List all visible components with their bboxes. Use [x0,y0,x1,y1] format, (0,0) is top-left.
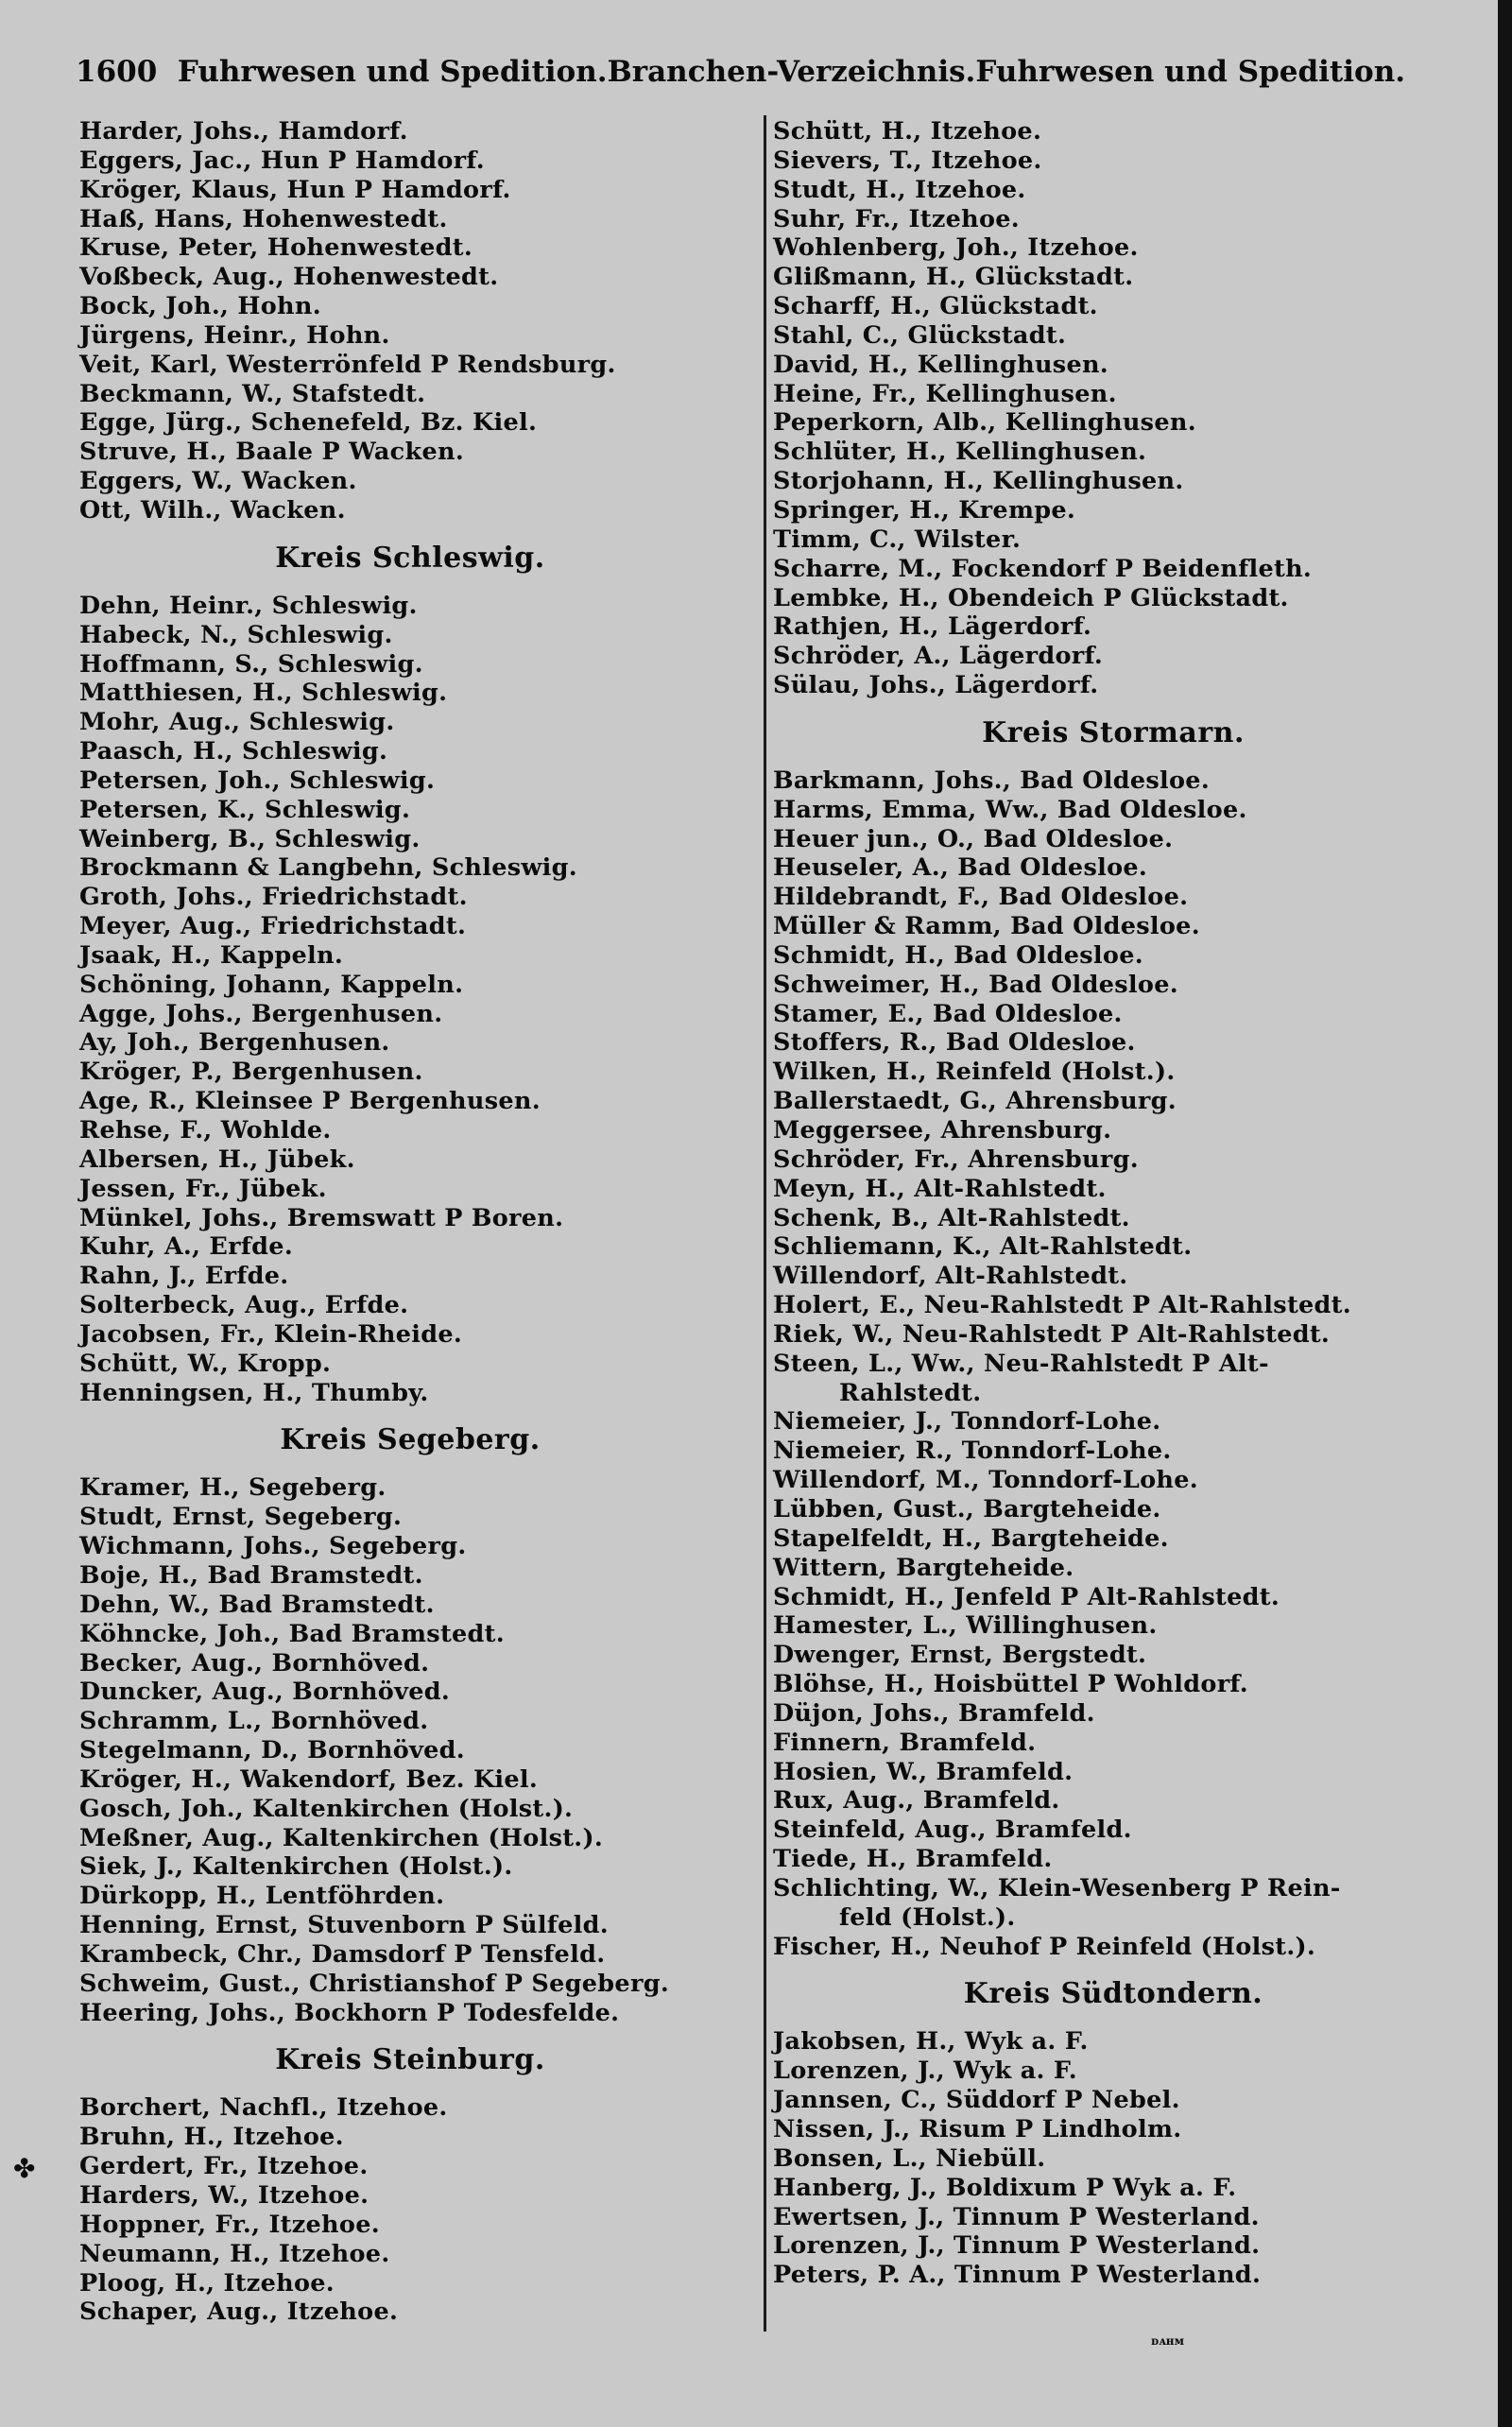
directory-entry: Stoffers, R., Bad Oldesloe. [773,1028,1136,1058]
directory-entry: Wilken, H., Reinfeld (Holst.). [773,1058,1176,1087]
directory-entry: Agge, Johs., Bergenhusen. [79,999,443,1028]
directory-entry: Fischer, H., Neuhof P Reinfeld (Holst.). [773,1932,1316,1961]
directory-entry: Münkel, Johs., Bremswatt P Boren. [79,1203,564,1232]
directory-entry: Veit, Karl, Westerrönfeld P Rendsburg. [79,350,616,379]
directory-entry: Gosch, Joh., Kaltenkirchen (Holst.). [79,1794,574,1823]
directory-entry: Lorenzen, J., Wyk a. F. [773,2057,1077,2086]
directory-entry: Stahl, C., Glückstadt. [773,320,1067,350]
directory-entry: Niemeier, R., Tonndorf-Lohe. [773,1437,1172,1466]
section-title: Kreis Steinburg. [275,2043,545,2077]
directory-entry: Schaper, Aug., Itzehoe. [79,2298,399,2327]
right-column [773,117,1453,2290]
directory-entry: Paasch, H., Schleswig. [79,737,388,766]
directory-entry: Steinfeld, Aug., Bramfeld. [773,1816,1132,1845]
directory-entry: Kröger, P., Bergenhusen. [79,1058,423,1087]
page-edge-shadow [1498,0,1512,2427]
directory-entry: Rehse, F., Wohlde. [79,1116,332,1145]
directory-entry: Jakobsen, H., Wyk a. F. [773,2027,1089,2057]
directory-entry: Borchert, Nachfl., Itzehoe. [79,2093,448,2123]
directory-entry: Kröger, Klaus, Hun P Hamdorf. [79,175,511,204]
directory-entry: Schöning, Johann, Kappeln. [79,970,464,999]
directory-entry: David, H., Kellinghusen. [773,350,1108,379]
directory-entry: Henning, Ernst, Stuvenborn P Sülfeld. [79,1911,609,1940]
directory-entry: Hildebrandt, F., Bad Oldesloe. [773,883,1189,912]
directory-entry: Schenk, B., Alt-Rahlstedt. [773,1203,1130,1232]
directory-entry: Schröder, A., Lägerdorf. [773,642,1104,671]
page-number: 1600 [76,55,158,89]
directory-entry: Rux, Aug., Bramfeld. [773,1786,1060,1816]
directory-entry: Stegelmann, D., Bornhöved. [79,1736,465,1765]
directory-entry: Mohr, Aug., Schleswig. [79,708,395,737]
directory-entry: Kruse, Peter, Hohenwestedt. [79,233,473,263]
directory-entry: Gerdert, Fr., Itzehoe. [79,2152,369,2181]
directory-entry: Bonsen, L., Niebüll. [773,2143,1046,2173]
directory-entry: Jannsen, C., Süddorf P Nebel. [773,2086,1180,2115]
directory-entry: Matthiesen, H., Schleswig. [79,679,448,708]
directory-entry: Meßner, Aug., Kaltenkirchen (Holst.). [79,1823,604,1852]
directory-entry: Dwenger, Ernst, Bergstedt. [773,1641,1147,1670]
directory-entry: Hoffmann, S., Schleswig. [79,649,423,679]
directory-entry: Schröder, Fr., Ahrensburg. [773,1145,1139,1174]
directory-entry: Jsaak, H., Kappeln. [79,940,343,970]
directory-entry: Dehn, Heinr., Schleswig. [79,591,418,620]
directory-entry: Niemeier, J., Tonndorf-Lohe. [773,1407,1161,1437]
page-header [76,47,1406,96]
section-title: Kreis Stormarn. [982,715,1245,749]
directory-entry: Siek, J., Kaltenkirchen (Holst.). [79,1852,513,1882]
directory-entry: Dürkopp, H., Lentföhrden. [79,1882,445,1911]
directory-entry: Egge, Jürg., Schenefeld, Bz. Kiel. [79,408,538,438]
directory-entry: Glißmann, H., Glückstadt. [773,263,1134,292]
directory-entry: Tiede, H., Bramfeld. [773,1845,1053,1874]
directory-entry: Schweim, Gust., Christianshof P Segeberg. [79,1969,670,1998]
directory-entry: Sülau, Johs., Lägerdorf. [773,671,1099,700]
directory-entry: Dehn, W., Bad Bramstedt. [79,1590,435,1619]
directory-entry: Duncker, Aug., Bornhöved. [79,1678,451,1707]
footer-mark: ᴅᴀʜᴍ [1151,2334,1184,2348]
directory-entry: Riek, W., Neu-Rahlstedt P Alt-Rahlstedt. [773,1319,1331,1349]
directory-entry: Schliemann, K., Alt-Rahlstedt. [773,1232,1193,1262]
directory-entry: Schlichting, W., Klein-Wesenberg P Rein- [773,1873,1341,1902]
directory-entry: Jürgens, Heinr., Hohn. [79,320,390,350]
directory-entry: Peperkorn, Alb., Kellinghusen. [773,408,1196,438]
directory-entry: Ewertsen, J., Tinnum P Westerland. [773,2202,1260,2231]
directory-entry: Brockmann & Langbehn, Schleswig. [79,853,577,883]
directory-entry: Hanberg, J., Boldixum P Wyk a. F. [773,2173,1237,2202]
directory-entry: Bruhn, H., Itzehoe. [79,2123,344,2152]
directory-entry: Eggers, Jac., Hun P Hamdorf. [79,146,485,175]
directory-entry: Suhr, Fr., Itzehoe. [773,204,1020,233]
directory-entry: Groth, Johs., Friedrichstadt. [79,883,468,912]
directory-entry: Studt, Ernst, Segeberg. [79,1503,403,1532]
directory-entry: Schweimer, H., Bad Oldesloe. [773,970,1178,999]
directory-entry: Barkmann, Johs., Bad Oldesloe. [773,766,1211,795]
directory-entry: Stapelfeldt, H., Bargteheide. [773,1523,1169,1553]
directory-entry: Studt, H., Itzehoe. [773,175,1026,204]
directory-entry-continuation: Rahlstedt. [839,1378,982,1407]
directory-entry: Harms, Emma, Ww., Bad Oldesloe. [773,795,1247,824]
directory-entry: Blöhse, H., Hoisbüttel P Wohldorf. [773,1670,1248,1699]
directory-entry: Beckmann, W., Stafstedt. [79,379,426,408]
directory-entry: Springer, H., Krempe. [773,495,1076,525]
directory-entry: Heering, Johs., Bockhorn P Todesfelde. [79,1998,620,2027]
directory-entry: Hamester, L., Willinghusen. [773,1611,1158,1641]
directory-entry: Schmidt, H., Bad Oldesloe. [773,940,1143,970]
header-right-title: Fuhrwesen und Spedition. [975,55,1406,89]
directory-entry: Becker, Aug., Bornhöved. [79,1648,430,1678]
left-column [79,117,741,2327]
directory-entry: Harders, W., Itzehoe. [79,2181,369,2210]
directory-entry: Willendorf, M., Tonndorf-Lohe. [773,1466,1198,1495]
page-header-left [76,55,608,89]
directory-entry: Düjon, Johs., Bramfeld. [773,1698,1095,1728]
directory-entry: Haß, Hans, Hohenwestedt. [79,204,448,233]
margin-mark: ✤ [13,2153,36,2184]
directory-entry: Wohlenberg, Joh., Itzehoe. [773,233,1139,263]
directory-entry: Lorenzen, J., Tinnum P Westerland. [773,2231,1261,2261]
directory-entry: Kramer, H., Segeberg. [79,1473,387,1503]
directory-entry: Schütt, W., Kropp. [79,1349,332,1378]
directory-entry: Hosien, W., Bramfeld. [773,1757,1074,1786]
directory-entry: Schramm, L., Bornhöved. [79,1707,429,1736]
directory-entry: Age, R., Kleinsee P Bergenhusen. [79,1087,541,1116]
directory-entry: Nissen, J., Risum P Lindholm. [773,2115,1182,2143]
directory-entry: Schlüter, H., Kellinghusen. [773,438,1147,467]
directory-entry: Hoppner, Fr., Itzehoe. [79,2210,380,2239]
directory-entry: Solterbeck, Aug., Erfde. [79,1291,409,1320]
directory-entry: Lembke, H., Obendeich P Glückstadt. [773,583,1289,612]
column-divider [764,115,766,2332]
directory-entry: Albersen, H., Jübek. [79,1145,355,1174]
directory-entry: Petersen, K., Schleswig. [79,795,411,824]
directory-entry: Schmidt, H., Jenfeld P Alt-Rahlstedt. [773,1582,1280,1611]
directory-entry: Habeck, N., Schleswig. [79,620,393,649]
directory-entry: Willendorf, Alt-Rahlstedt. [773,1262,1128,1291]
directory-entry: Kuhr, A., Erfde. [79,1232,294,1262]
directory-entry: Neumann, H., Itzehoe. [79,2239,390,2268]
directory-entry: Steen, L., Ww., Neu-Rahlstedt P Alt- [773,1349,1269,1378]
header-left-title: Fuhrwesen und Spedition. [177,55,608,89]
directory-entry: Petersen, Joh., Schleswig. [79,766,436,795]
directory-entry: Schütt, H., Itzehoe. [773,117,1042,146]
directory-entry: Henningsen, H., Thumby. [79,1378,429,1407]
directory-entry: Boje, H., Bad Bramstedt. [79,1560,423,1590]
directory-entry: Jessen, Fr., Jübek. [79,1174,327,1203]
directory-entry: Wichmann, Johs., Segeberg. [79,1532,467,1561]
section-title: Kreis Segeberg. [280,1423,541,1457]
directory-entry: Ballerstaedt, G., Ahrensburg. [773,1087,1177,1116]
directory-entry: Voßbeck, Aug., Hohenwestedt. [79,263,499,292]
section-title: Kreis Schleswig. [275,541,545,575]
directory-entry: Peters, P. A., Tinnum P Westerland. [773,2261,1262,2290]
directory-entry: Meyer, Aug., Friedrichstadt. [79,912,467,941]
directory-entry: Ploog, H., Itzehoe. [79,2268,335,2298]
directory-entry: Scharre, M., Fockendorf P Beidenfleth. [773,554,1313,583]
directory-entry: Eggers, W., Wacken. [79,467,357,496]
directory-entry: Harder, Johs., Hamdorf. [79,117,408,146]
directory-entry: Köhncke, Joh., Bad Bramstedt. [79,1619,505,1648]
directory-entry: Ay, Joh., Bergenhusen. [79,1028,390,1058]
directory-entry: Rahn, J., Erfde. [79,1262,289,1291]
directory-entry-continuation: feld (Holst.). [839,1902,1016,1932]
directory-entry: Heine, Fr., Kellinghusen. [773,379,1117,408]
section-title: Kreis Südtondern. [963,1977,1263,2011]
directory-entry: Struve, H., Baale P Wacken. [79,438,465,467]
directory-entry: Heuer jun., O., Bad Oldesloe. [773,824,1174,853]
directory-entry: Jacobsen, Fr., Klein-Rheide. [79,1319,463,1349]
directory-entry: Weinberg, B., Schleswig. [79,824,421,853]
directory-entry: Meyn, H., Alt-Rahlstedt. [773,1174,1107,1203]
directory-entry: Holert, E., Neu-Rahlstedt P Alt-Rahlstedt. [773,1291,1351,1320]
directory-entry: Heuseler, A., Bad Oldesloe. [773,853,1148,883]
directory-entry: Rathjen, H., Lägerdorf. [773,612,1092,642]
directory-entry: Wittern, Bargteheide. [773,1553,1074,1582]
directory-entry: Timm, C., Wilster. [773,525,1022,554]
directory-entry: Storjohann, H., Kellinghusen. [773,467,1184,496]
directory-entry: Kröger, H., Wakendorf, Bez. Kiel. [79,1764,539,1794]
directory-entry: Ott, Wilh., Wacken. [79,495,346,525]
directory-entry: Meggersee, Ahrensburg. [773,1116,1112,1145]
directory-entry: Stamer, E., Bad Oldesloe. [773,999,1123,1028]
directory-entry: Scharff, H., Glückstadt. [773,292,1098,321]
directory-entry: Müller & Ramm, Bad Oldesloe. [773,912,1200,941]
header-center-title: Branchen-Verzeichnis. [607,55,976,89]
directory-entry: Sievers, T., Itzehoe. [773,146,1042,175]
directory-entry: Finnern, Bramfeld. [773,1728,1037,1757]
directory-entry: Bock, Joh., Hohn. [79,292,321,321]
directory-entry: Krambeck, Chr., Damsdorf P Tensfeld. [79,1939,606,1969]
directory-entry: Lübben, Gust., Bargteheide. [773,1494,1161,1523]
